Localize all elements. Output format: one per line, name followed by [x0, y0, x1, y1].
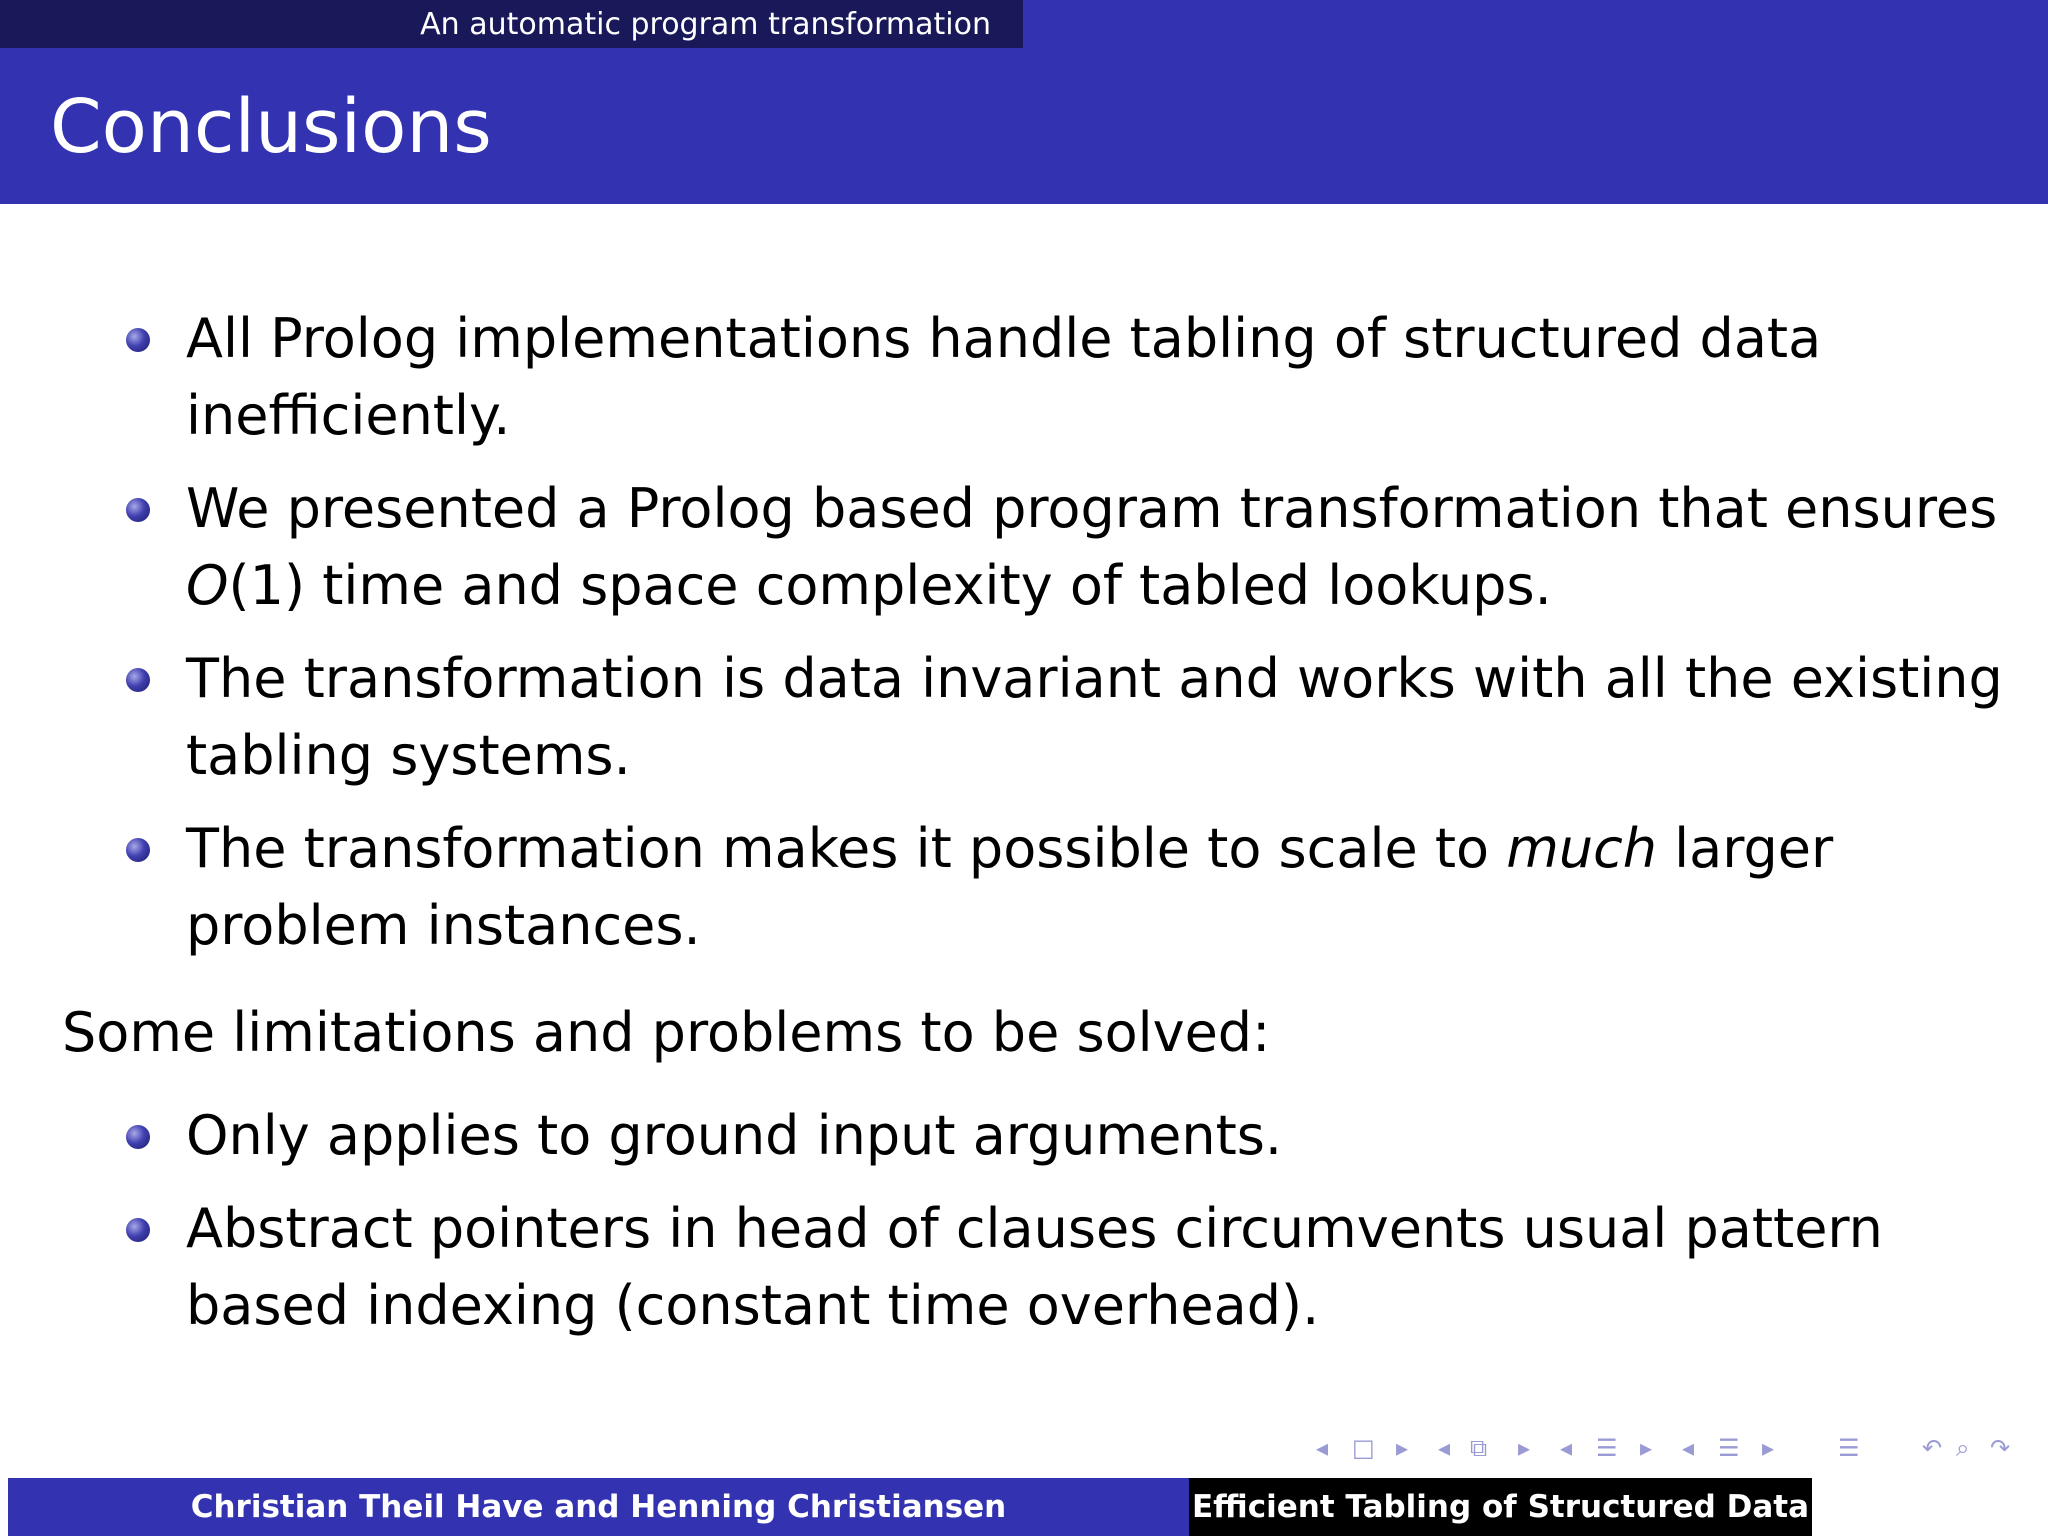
back-icon[interactable]: ↶: [1922, 1434, 1943, 1462]
frame-icon[interactable]: □: [1352, 1434, 1375, 1462]
subsection-icon[interactable]: ☰: [1596, 1434, 1618, 1462]
list-item: [186, 470, 2016, 624]
next-section-icon[interactable]: ▸: [1762, 1434, 1775, 1462]
section-icon[interactable]: ☰: [1718, 1434, 1740, 1462]
limitations-list: [0, 1097, 2048, 1344]
emphasis: much: [1506, 817, 1657, 880]
item-text: Only applies to ground input arguments.: [186, 1104, 1283, 1167]
footline: [8, 1478, 2048, 1536]
list-item: [186, 1190, 2016, 1344]
frame-title-bar: [0, 48, 2048, 204]
conclusions-list: [0, 300, 2048, 964]
prev-slide-icon[interactable]: ◂: [1438, 1434, 1451, 1462]
toc-icon[interactable]: ☰: [1838, 1434, 1860, 1462]
section-name[interactable]: An automatic program transformation: [0, 0, 1023, 48]
item-text: The transformation makes it possible to scale to: [186, 817, 1490, 880]
math-arg: (1): [228, 554, 306, 617]
item-text: The transformation is data invariant and works with all the existing tabling systems.: [186, 647, 2003, 787]
bullet-icon: [126, 838, 150, 862]
list-item: [186, 810, 2016, 964]
prev-subsection-icon[interactable]: ◂: [1560, 1434, 1573, 1462]
bullet-icon: [126, 498, 150, 522]
list-item: [186, 300, 2016, 454]
math-o: O: [186, 554, 229, 617]
bullet-icon: [126, 1125, 150, 1149]
prev-section-icon[interactable]: ◂: [1682, 1434, 1695, 1462]
prev-frame-icon[interactable]: ◂: [1316, 1434, 1329, 1462]
search-icon[interactable]: ⌕: [1956, 1434, 1970, 1462]
list-item: [186, 640, 2016, 794]
navigation-symbols: [1310, 1434, 2035, 1464]
forward-icon[interactable]: ↷: [1990, 1434, 2011, 1462]
bullet-icon: [126, 668, 150, 692]
footer-authors: Christian Theil Have and Henning Christiansen: [8, 1478, 1189, 1536]
slide-title: Conclusions: [50, 84, 492, 170]
limitations-intro: Some limitations and problems to be solved:: [62, 1001, 1271, 1064]
item-text: All Prolog implementations handle tabling of structured data inefficiently.: [186, 307, 1822, 447]
footer-title: Efficient Tabling of Structured Data: [1189, 1478, 1812, 1536]
headline-bar: [0, 0, 2048, 48]
next-frame-icon[interactable]: ▸: [1396, 1434, 1409, 1462]
slide-content: [0, 300, 2048, 1344]
list-item: [186, 1097, 2016, 1174]
slides-icon[interactable]: ⧉: [1470, 1434, 1488, 1462]
bullet-icon: [126, 328, 150, 352]
item-text: time and space complexity of tabled lookups.: [322, 554, 1552, 617]
item-text: Abstract pointers in head of clauses circumvents usual pattern based indexing (constant time overhead).: [186, 1197, 1883, 1337]
item-text: We presented a Prolog based program transformation that ensures: [186, 477, 1998, 540]
item-text: larger problem instances.: [186, 817, 1834, 957]
next-subsection-icon[interactable]: ▸: [1640, 1434, 1653, 1462]
bullet-icon: [126, 1218, 150, 1242]
next-slide-icon[interactable]: ▸: [1518, 1434, 1531, 1462]
